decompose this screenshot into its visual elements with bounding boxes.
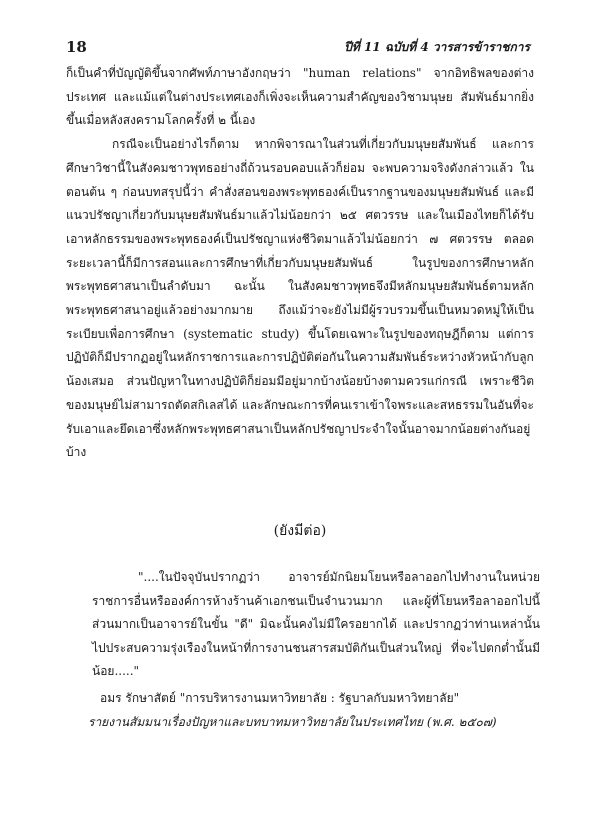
- running-head: ปีที่ 11 ฉบับที่ 4 วารสารข้าราชการ: [344, 40, 530, 54]
- block-quote: [92, 566, 540, 684]
- paragraph: กรณีจะเป็นอย่างไรก็ตาม หากพิจารณาในส่วนที่เกี่ยวกับมนุษยสัมพันธ์ และการศึกษาวิชานี้ในสังคมชาวพุทธอย่างถี่ถ้วนรอบคอบแล้วก็ย่อม จะพบความจริงดังกล่าวแล้ว ในตอนต้น ๆ ก่อนบทสรุปนี้ว่า คำสั่งสอนของพระพุทธองค์เป็นรากฐานของมนุษยสัมพันธ์ และมีแนวปรัชญาเกี่ยวกับมนุษยสัมพันธ์มาแล้วไม่น้อยกว่า ๒๕ ศตวรรษ และในเมืองไทยก็ได้รับเอาหลักธรรมของพระพุทธองค์เป็นปรัชญาแห่งชีวิตมาแล้วไม่น้อยกว่า ๗ ศตวรรษ ตลอดระยะเวลานี้ก็มีการสอนและการศึกษาที่เกี่ยวกับมนุษยสัมพันธ์ ในรูปของการศึกษาหลักพระพุทธศาสนาเป็นลำดับมา ฉะนั้น ในสังคมชาวพุทธจึงมีหลักมนุษยสัมพันธ์ตามหลักพระพุทธศาสนาอยู่แล้วอย่างมากมาย ถึงแม้ว่าจะยังไม่มีผู้รวบรวมขึ้นเป็นหมวดหมู่ให้เป็นระเบียบเพื่อการศึกษา (systematic study) ขึ้นโดยเฉพาะในรูปของทฤษฎีก็ตาม แต่การปฏิบัติก็มีปรากฏอยู่ในหลักราชการและการปฏิบัติต่อกันในความสัมพันธ์ระหว่างหัวหน้ากับลูกน้องเสมอ ส่วนปัญหาในทางปฏิบัติก็ย่อมมีอยู่มากบ้างน้อยบ้างตามควรแก่กรณี เพราะชีวิตของมนุษย์ไม่สามารถตัดสกิเลสได้ และลักษณะการที่คนเราเข้าใจพระและสหธรรมในอันที่จะรับเอาและยึดเอาซึ่งหลักพระพุทธศาสนาเป็นหลักปรัชญาประจำใจนั้นอาจมากน้อยต่างกันอยู่บ้าง: [66, 137, 534, 460]
- quote-source: รายงานสัมมนาเรื่องปัญหาและบทบาทมหาวิทยาลัยในประเทศไทย (พ.ศ. ๒๕๐๗): [88, 715, 497, 729]
- quote-text: "....ในปัจจุบันปรากฏว่า อาจารย์มักนิยมโยนหรือลาออกไปทำงานในหน่วยราชการอื่นหรือองค์การห้างร้านค้าเอกชนเป็นจำนวนมาก และผู้ที่โยนหรือลาออกไปนี้ส่วนมากเป็นอาจารย์ในขั้น "ดี" มิฉะนั้นคงไม่มีใครอยากได้ และปรากฏว่าท่านเหล่านั้นไปประสบความรุ่งเรืองในหน้าที่การงานชนสารสมบัติกันเป็นส่วนใหญ่ ที่จะไปตกต่ำนั้นมีน้อย.....": [92, 570, 540, 678]
- paragraph: ก็เป็นคำที่บัญญัติขึ้นจากศัพท์ภาษาอังกฤษว่า "human relations" จากอิทธิพลของต่างประเทศ และแม้แต่ในต่างประเทศเองก็เพิ่งจะเห็นความสำคัญของวิชามนุษย สัมพันธ์มากยิ่งขึ้นเมื่อหลังสงครามโลกครั้งที่ ๒ นี้เอง: [66, 66, 534, 128]
- page-number: 18: [66, 38, 87, 56]
- body-text: [66, 62, 534, 465]
- quote-attribution: [88, 686, 548, 734]
- continued-note: (ยังมีต่อ): [273, 523, 327, 539]
- quote-author: อมร รักษาสัตย์ "การบริหารงานมหาวิทยาลัย : รัฐบาลกับมหาวิทยาลัย": [100, 691, 460, 705]
